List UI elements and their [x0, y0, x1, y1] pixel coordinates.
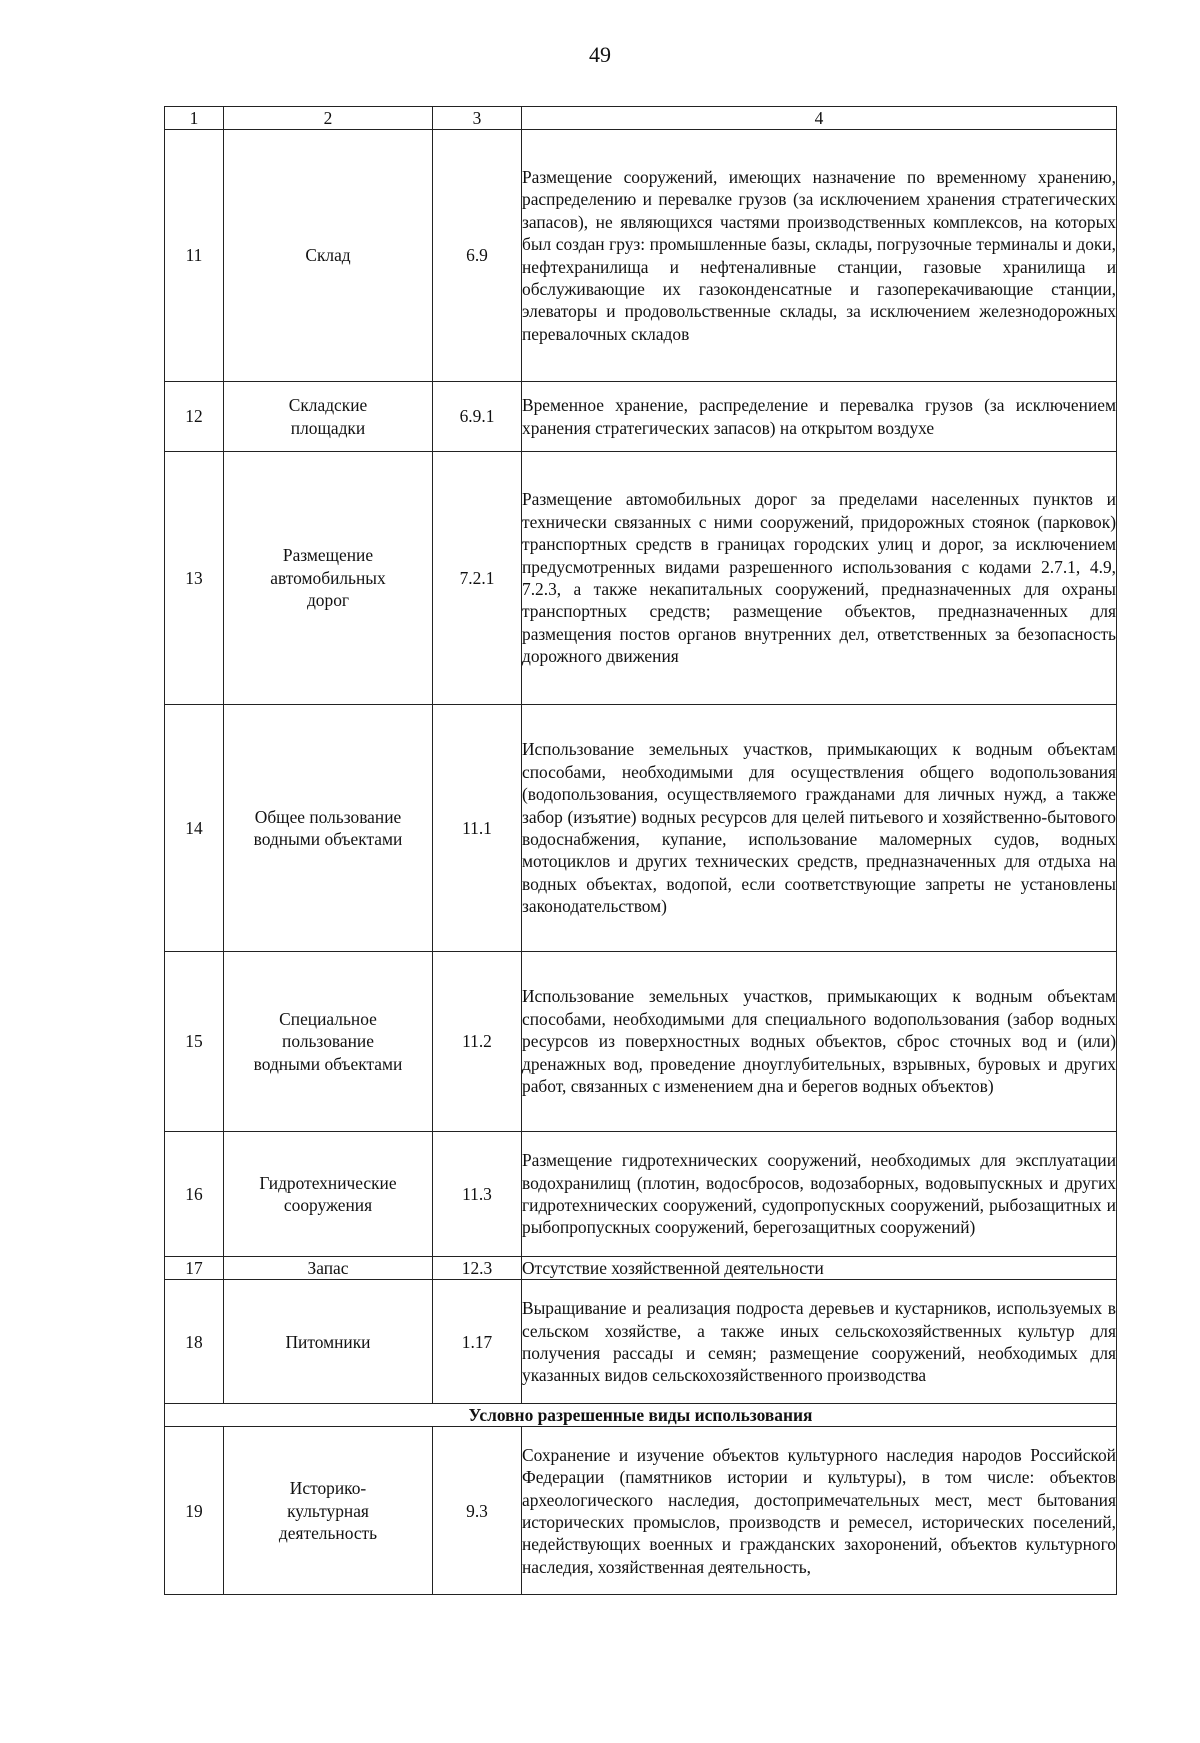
column-header-2: 2 [224, 107, 433, 130]
table-row [165, 1257, 1117, 1280]
column-header-3: 3 [433, 107, 522, 130]
use-description: Использование земельных участков, примыкающих к водным объектам способами, необходимыми для специального водопользования (забор водных ресурсов из поверхностных водных объектов, сброс сточных вод и (или) дренажных вод, проведение дноуглубительных, взрывных, буровых и других работ, связанных с изменением дна и берегов водных объектов) [522, 952, 1117, 1132]
use-name: Общее пользование водными объектами [224, 705, 433, 952]
use-name: Гидротехнические сооружения [224, 1132, 433, 1257]
table-row [165, 1132, 1117, 1257]
row-number: 18 [165, 1280, 224, 1404]
table-row [165, 1280, 1117, 1404]
column-header-4: 4 [522, 107, 1117, 130]
use-name: Историко-культурная деятельность [224, 1427, 433, 1595]
use-description: Временное хранение, распределение и перевалка грузов (за исключением хранения стратегических запасов) на открытом воздухе [522, 382, 1117, 452]
use-code: 7.2.1 [433, 452, 522, 705]
table-row [165, 382, 1117, 452]
page-number: 49 [589, 42, 611, 67]
use-code: 12.3 [433, 1257, 522, 1280]
section-title: Условно разрешенные виды использования [165, 1404, 1117, 1427]
table-row [165, 452, 1117, 705]
use-code: 9.3 [433, 1427, 522, 1595]
use-code: 6.9.1 [433, 382, 522, 452]
use-code: 1.17 [433, 1280, 522, 1404]
column-number-row [165, 107, 1117, 130]
section-row [165, 1404, 1117, 1427]
use-name: Специальное пользование водными объектами [224, 952, 433, 1132]
use-description: Выращивание и реализация подроста деревьев и кустарников, используемых в сельском хозяйстве, а также иных сельскохозяйственных культур для получения рассады и семян; размещение сооружений, необходимых для указанных видов сельскохозяйственного производства [522, 1280, 1117, 1404]
use-description: Отсутствие хозяйственной деятельности [522, 1257, 1117, 1280]
row-number: 12 [165, 382, 224, 452]
use-code: 11.1 [433, 705, 522, 952]
use-code: 11.2 [433, 952, 522, 1132]
use-name: Склад [224, 130, 433, 382]
row-number: 15 [165, 952, 224, 1132]
row-number: 16 [165, 1132, 224, 1257]
use-code: 11.3 [433, 1132, 522, 1257]
table-row [165, 130, 1117, 382]
use-code: 6.9 [433, 130, 522, 382]
column-header-1: 1 [165, 107, 224, 130]
row-number: 17 [165, 1257, 224, 1280]
table-row [165, 705, 1117, 952]
use-description: Размещение сооружений, имеющих назначение по временному хранению, распределению и перевалке грузов (за исключением хранения стратегических запасов), не являющихся частями производственных комплексов, на которых был создан груз: промышленные базы, склады, погрузочные терминалы и доки, нефтехранилища и нефтеналивные станции, газовые хранилища и обслуживающие их газоконденсатные и газоперекачивающие станции, элеваторы и продовольственные склады, за исключением железнодорожных перевалочных складов [522, 130, 1117, 382]
use-description: Размещение гидротехнических сооружений, необходимых для эксплуатации водохранилищ (плотин, водосбросов, водозаборных, водовыпускных и других гидротехнических сооружений, судопропускных сооружений, рыбозащитных и рыбопропускных сооружений, берегозащитных сооружений) [522, 1132, 1117, 1257]
row-number: 11 [165, 130, 224, 382]
use-name: Складские площадки [224, 382, 433, 452]
use-name: Питомники [224, 1280, 433, 1404]
use-description: Размещение автомобильных дорог за пределами населенных пунктов и технически связанных с ними сооружений, придорожных стоянок (парковок) транспортных средств в границах городских улиц и дорог, за исключением предусмотренных видами разрешенного использования с кодами 2.7.1, 4.9, 7.2.3, а также некапитальных сооружений, предназначенных для охраны транспортных средств; размещение объектов, предназначенных для размещения постов органов внутренних дел, ответственных за безопасность дорожного движения [522, 452, 1117, 705]
row-number: 14 [165, 705, 224, 952]
table-row [165, 952, 1117, 1132]
row-number: 13 [165, 452, 224, 705]
use-description: Использование земельных участков, примыкающих к водным объектам способами, необходимыми для осуществления общего водопользования (водопользования, осуществляемого гражданами для личных нужд, а также забор (изъятие) водных ресурсов для целей питьевого и хозяйственно-бытового водоснабжения, купание, использование маломерных судов, водных мотоциклов и других технических средств, предназначенных для отдыха на водных объектах, водопой, если соответствующие запреты не установлены законодательством) [522, 705, 1117, 952]
land-use-table [164, 106, 1117, 1595]
use-name: Размещение автомобильных дорог [224, 452, 433, 705]
use-name: Запас [224, 1257, 433, 1280]
use-description: Сохранение и изучение объектов культурного наследия народов Российской Федерации (памятников истории и культуры), в том числе: объектов археологического наследия, достопримечательных мест, мест бытования исторических промыслов, производств и ремесел, исторических поселений, недействующих военных и гражданских захоронений, объектов культурного наследия, хозяйственная деятельность, [522, 1427, 1117, 1595]
table-row [165, 1427, 1117, 1595]
row-number: 19 [165, 1427, 224, 1595]
